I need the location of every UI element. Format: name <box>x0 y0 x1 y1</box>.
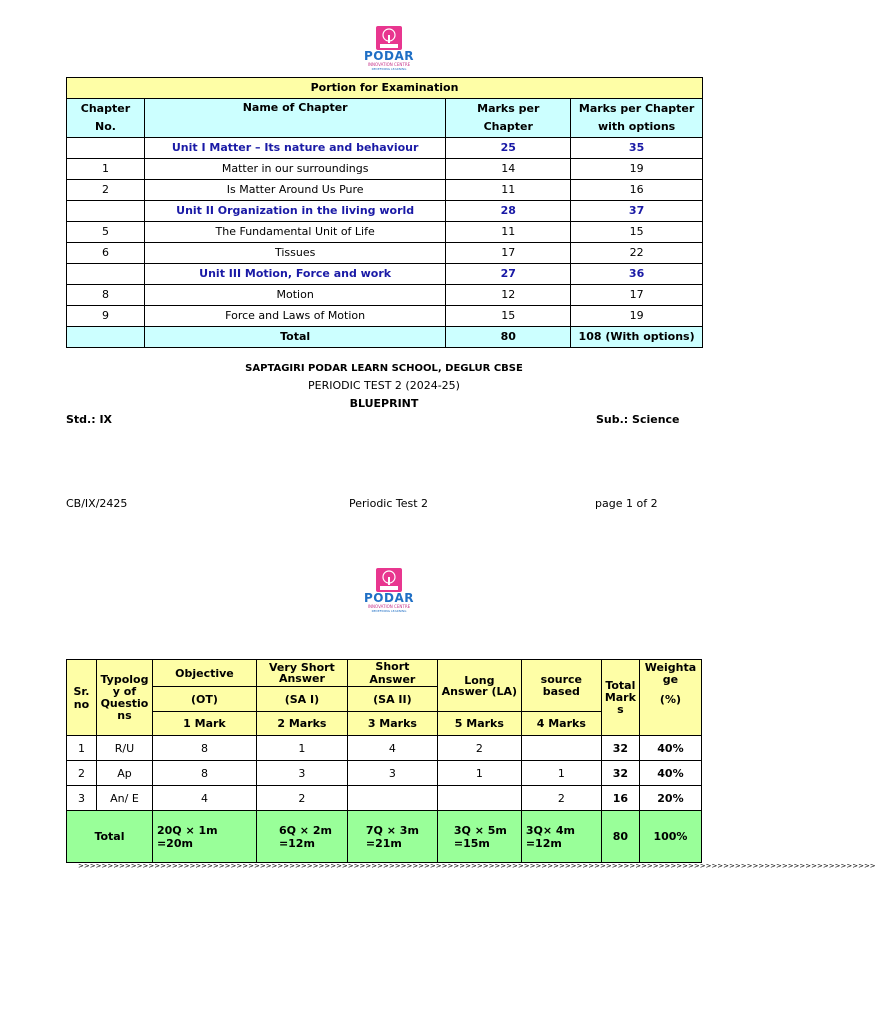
bp-cell-sa1: 2 <box>256 786 347 811</box>
logo-line2: REDEFINING LEARNING <box>371 67 407 71</box>
header-total-marks: Total Mark s <box>601 660 639 736</box>
header-chapter-no: Chapter No. <box>67 99 145 138</box>
cell-no <box>67 201 145 222</box>
bp-cell-src: 2 <box>521 786 601 811</box>
cell-name: Tissues <box>144 243 445 264</box>
cell-name: Unit III Motion, Force and work <box>144 264 445 285</box>
cell-name: Unit I Matter – Its nature and behaviour <box>144 138 445 159</box>
header-short-answer: Short Answer <box>347 660 437 687</box>
header-ot: (OT) <box>152 687 256 712</box>
cell-marks: 25 <box>446 138 571 159</box>
header-sa2-marks: 3 Marks <box>347 712 437 736</box>
bp-cell-weight: 40% <box>639 736 701 761</box>
bp-cell-type: An/ E <box>96 786 152 811</box>
header-ot-marks: 1 Mark <box>152 712 256 736</box>
header-long-answer: Long Answer (LA) <box>437 660 521 712</box>
subject-label: Sub.: Science <box>596 413 680 426</box>
cell-name: Is Matter Around Us Pure <box>144 180 445 201</box>
podar-logo-top <box>358 26 420 76</box>
header-sa1-marks: 2 Marks <box>256 712 347 736</box>
header-sa2: (SA II) <box>347 687 437 712</box>
bp-cell-sa1: 3 <box>256 761 347 786</box>
footer-page: page 1 of 2 <box>595 497 658 510</box>
cell-options: 37 <box>571 201 703 222</box>
logo-brand: PODAR <box>364 49 414 63</box>
cell-options: 35 <box>571 138 703 159</box>
cell-marks: 15 <box>446 306 571 327</box>
cell-options: 19 <box>571 306 703 327</box>
cell-no <box>67 138 145 159</box>
cell-marks: 11 <box>446 180 571 201</box>
bp-cell-la: 1 <box>437 761 521 786</box>
exam-title: PERIODIC TEST 2 (2024-25) <box>308 379 460 392</box>
logo-tree-icon <box>376 568 402 592</box>
bp-cell-la <box>437 786 521 811</box>
bp-cell-type: Ap <box>96 761 152 786</box>
bp-cell-sr: 1 <box>67 736 97 761</box>
bp-cell-src: 1 <box>521 761 601 786</box>
bp-cell-sr: 2 <box>67 761 97 786</box>
doc-title: BLUEPRINT <box>349 397 419 410</box>
header-weightage: Weighta ge (%) <box>639 660 701 736</box>
header-source-based: source based <box>521 660 601 712</box>
bp-cell-sa2: 4 <box>347 736 437 761</box>
bp-cell-type: R/U <box>96 736 152 761</box>
chapter-row <box>67 159 703 180</box>
header-src-marks: 4 Marks <box>521 712 601 736</box>
header-name-of-chapter: Name of Chapter <box>144 99 445 138</box>
chapter-row <box>67 243 703 264</box>
bp-total-weight: 100% <box>639 811 701 863</box>
cell-options: 22 <box>571 243 703 264</box>
footer-code: CB/IX/2425 <box>66 497 128 510</box>
cell-name: Force and Laws of Motion <box>144 306 445 327</box>
cell-marks: 27 <box>446 264 571 285</box>
blueprint-row <box>67 786 702 811</box>
arrow-divider: >>>>>>>>>>>>>>>>>>>>>>>>>>>>>>>>>>>>>>>>>>>>>>>>>>>>>>>>>>>>>>>>>>>>>>>>>>>>>>>>>>>>>>>>>>>>>>>>>>>>>>>>>>>>>>>>>>>>>>>>>>>>>>>>>>>>>>>> <box>78 862 876 870</box>
cell-no: 8 <box>67 285 145 306</box>
bp-cell-weight: 40% <box>639 761 701 786</box>
blueprint-row <box>67 736 702 761</box>
chapter-row <box>67 222 703 243</box>
cell-options: 16 <box>571 180 703 201</box>
blueprint-row <box>67 761 702 786</box>
bp-cell-total: 32 <box>601 761 639 786</box>
cell-no: 6 <box>67 243 145 264</box>
bp-total-src: 3Q× 4m =12m <box>521 811 601 863</box>
school-name: SAPTAGIRI PODAR LEARN SCHOOL, DEGLUR CBSE <box>245 363 523 374</box>
blueprint-table <box>66 659 702 863</box>
portion-table <box>66 77 703 348</box>
std-label: Std.: IX <box>66 413 113 426</box>
chapter-row <box>67 306 703 327</box>
bp-total-sa1: 6Q × 2m =12m <box>256 811 347 863</box>
logo-line1: INNOVATION CENTRE <box>367 62 411 67</box>
bp-total-ot: 20Q × 1m =20m <box>152 811 256 863</box>
unit-row <box>67 138 703 159</box>
cell-name: The Fundamental Unit of Life <box>144 222 445 243</box>
bp-cell-sa2 <box>347 786 437 811</box>
logo-line1: INNOVATION CENTRE <box>367 604 411 609</box>
bp-cell-weight: 20% <box>639 786 701 811</box>
bp-cell-sa1: 1 <box>256 736 347 761</box>
total-label: Total <box>144 327 445 348</box>
header-sa1: (SA I) <box>256 687 347 712</box>
cell-no: 1 <box>67 159 145 180</box>
header-typology: Typolog y of Questio ns <box>96 660 152 736</box>
header-very-short: Very Short Answer <box>256 660 347 687</box>
cell-no: 9 <box>67 306 145 327</box>
cell-no: 2 <box>67 180 145 201</box>
cell-name: Unit II Organization in the living world <box>144 201 445 222</box>
header-marks-with-options: Marks per Chapter with options <box>571 99 703 138</box>
podar-logo-bottom <box>358 568 420 618</box>
bp-cell-sa2: 3 <box>347 761 437 786</box>
logo-brand: PODAR <box>364 591 414 605</box>
header-marks-per-chapter: Marks per Chapter <box>446 99 571 138</box>
cell-options: 19 <box>571 159 703 180</box>
cell-marks: 17 <box>446 243 571 264</box>
bp-total-la: 3Q × 5m =15m <box>437 811 521 863</box>
bp-cell-la: 2 <box>437 736 521 761</box>
cell-name: Matter in our surroundings <box>144 159 445 180</box>
blueprint-total-row <box>67 811 702 863</box>
bp-total-marks: 80 <box>601 811 639 863</box>
bp-cell-src <box>521 736 601 761</box>
total-options: 108 (With options) <box>571 327 703 348</box>
bp-cell-ot: 4 <box>152 786 256 811</box>
bp-cell-ot: 8 <box>152 761 256 786</box>
cell-no: 5 <box>67 222 145 243</box>
portion-total-row <box>67 327 703 348</box>
header-srno: Sr. no <box>67 660 97 736</box>
chapter-row <box>67 285 703 306</box>
cell-options: 15 <box>571 222 703 243</box>
bp-cell-total: 32 <box>601 736 639 761</box>
cell-name: Motion <box>144 285 445 306</box>
total-marks: 80 <box>446 327 571 348</box>
cell-options: 36 <box>571 264 703 285</box>
cell-marks: 14 <box>446 159 571 180</box>
chapter-row <box>67 180 703 201</box>
footer-test: Periodic Test 2 <box>349 497 429 510</box>
cell-marks: 28 <box>446 201 571 222</box>
bp-cell-total: 16 <box>601 786 639 811</box>
cell-no <box>67 264 145 285</box>
logo-line2: REDEFINING LEARNING <box>371 609 407 613</box>
bp-cell-ot: 8 <box>152 736 256 761</box>
bp-total-label: Total <box>67 811 153 863</box>
logo-tree-icon <box>376 26 402 50</box>
header-objective: Objective <box>152 660 256 687</box>
header-la-marks: 5 Marks <box>437 712 521 736</box>
cell-marks: 12 <box>446 285 571 306</box>
unit-row <box>67 264 703 285</box>
bp-cell-sr: 3 <box>67 786 97 811</box>
portion-title: Portion for Examination <box>67 78 703 99</box>
cell-marks: 11 <box>446 222 571 243</box>
cell-options: 17 <box>571 285 703 306</box>
bp-total-sa2: 7Q × 3m =21m <box>347 811 437 863</box>
unit-row <box>67 201 703 222</box>
